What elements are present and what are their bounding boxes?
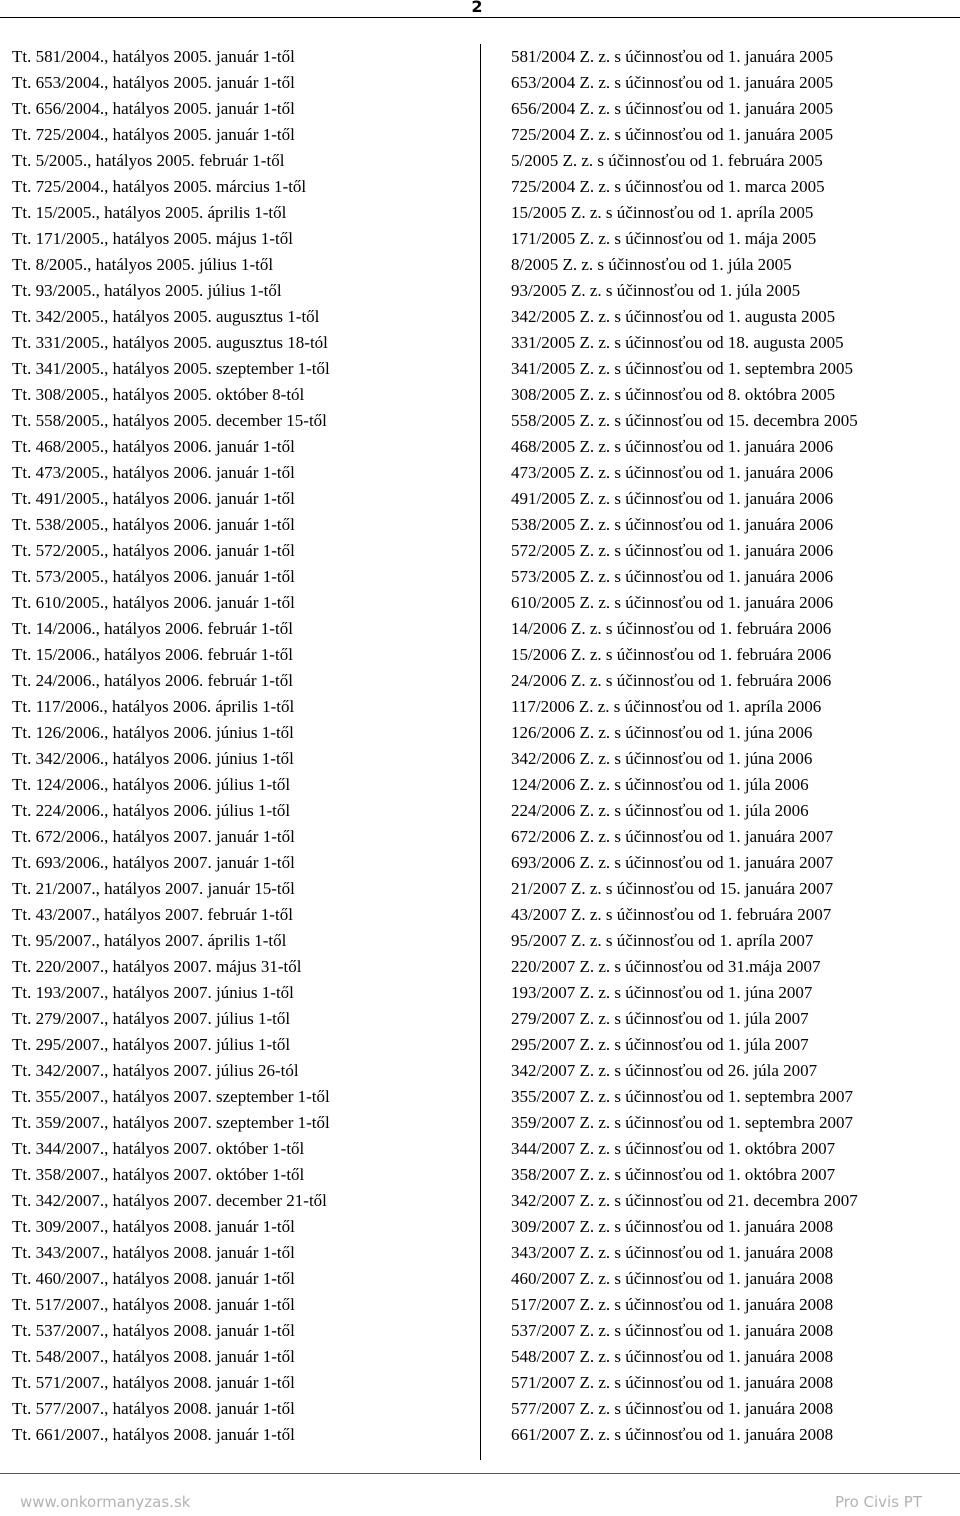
law-entry-hungarian: Tt. 725/2004., hatályos 2005. március 1-től bbox=[12, 177, 307, 196]
law-entry-hungarian: Tt. 693/2006., hatályos 2007. január 1-től bbox=[12, 853, 295, 872]
law-entry-slovak: 344/2007 Z. z. s účinnosťou od 1. októbra 2007 bbox=[511, 1139, 836, 1158]
law-entry-slovak: 24/2006 Z. z. s účinnosťou od 1. februára 2006 bbox=[511, 671, 832, 690]
law-entry-hungarian: Tt. 193/2007., hatályos 2007. június 1-től bbox=[12, 983, 294, 1002]
law-entry-hungarian: Tt. 359/2007., hatályos 2007. szeptember 1-től bbox=[12, 1113, 330, 1132]
law-entry-hungarian: Tt. 93/2005., hatályos 2005. július 1-től bbox=[12, 281, 282, 300]
law-entry-hungarian: Tt. 220/2007., hatályos 2007. május 31-től bbox=[12, 957, 302, 976]
law-entry-hungarian: Tt. 358/2007., hatályos 2007. október 1-től bbox=[12, 1165, 305, 1184]
law-entry-hungarian: Tt. 24/2006., hatályos 2006. február 1-től bbox=[12, 671, 293, 690]
law-entry-hungarian: Tt. 342/2007., hatályos 2007. július 26-tól bbox=[12, 1061, 299, 1080]
law-entry-hungarian: Tt. 672/2006., hatályos 2007. január 1-től bbox=[12, 827, 295, 846]
law-entry-slovak: 693/2006 Z. z. s účinnosťou od 1. januára 2007 bbox=[511, 853, 834, 872]
law-entry-hungarian: Tt. 548/2007., hatályos 2008. január 1-től bbox=[12, 1347, 295, 1366]
law-entry-slovak: 279/2007 Z. z. s účinnosťou od 1. júla 2007 bbox=[511, 1009, 809, 1028]
law-entry-hungarian: Tt. 342/2005., hatályos 2005. augusztus 1-től bbox=[12, 307, 320, 326]
law-entry-hungarian: Tt. 558/2005., hatályos 2005. december 15-től bbox=[12, 411, 327, 430]
law-entry-hungarian: Tt. 656/2004., hatályos 2005. január 1-től bbox=[12, 99, 295, 118]
law-entry-hungarian: Tt. 341/2005., hatályos 2005. szeptember 1-től bbox=[12, 359, 330, 378]
law-entry-hungarian: Tt. 573/2005., hatályos 2006. január 1-től bbox=[12, 567, 295, 586]
law-entry-slovak: 548/2007 Z. z. s účinnosťou od 1. januára 2008 bbox=[511, 1347, 834, 1366]
law-entry-slovak: 473/2005 Z. z. s účinnosťou od 1. januára 2006 bbox=[511, 463, 834, 482]
law-entry-slovak: 573/2005 Z. z. s účinnosťou od 1. januára 2006 bbox=[511, 567, 834, 586]
law-entry-slovak: 343/2007 Z. z. s účinnosťou od 1. januára 2008 bbox=[511, 1243, 834, 1262]
law-entry-slovak: 517/2007 Z. z. s účinnosťou od 1. januára 2008 bbox=[511, 1295, 834, 1314]
law-entry-slovak: 117/2006 Z. z. s účinnosťou od 1. apríla 2006 bbox=[511, 697, 822, 716]
law-entry-hungarian: Tt. 224/2006., hatályos 2006. július 1-től bbox=[12, 801, 291, 820]
law-entry-hungarian: Tt. 279/2007., hatályos 2007. július 1-től bbox=[12, 1009, 291, 1028]
law-entry-hungarian: Tt. 581/2004., hatályos 2005. január 1-től bbox=[12, 47, 295, 66]
law-entry-hungarian: Tt. 309/2007., hatályos 2008. január 1-től bbox=[12, 1217, 295, 1236]
law-entry-hungarian: Tt. 538/2005., hatályos 2006. január 1-től bbox=[12, 515, 295, 534]
law-entry-slovak: 725/2004 Z. z. s účinnosťou od 1. januára 2005 bbox=[511, 125, 834, 144]
law-entry-slovak: 21/2007 Z. z. s účinnosťou od 15. januára 2007 bbox=[511, 879, 834, 898]
law-entry-hungarian: Tt. 517/2007., hatályos 2008. január 1-től bbox=[12, 1295, 295, 1314]
law-entry-slovak: 124/2006 Z. z. s účinnosťou od 1. júla 2006 bbox=[511, 775, 809, 794]
law-entry-hungarian: Tt. 124/2006., hatályos 2006. július 1-től bbox=[12, 775, 291, 794]
law-entry-hungarian: Tt. 468/2005., hatályos 2006. január 1-től bbox=[12, 437, 295, 456]
law-entry-hungarian: Tt. 537/2007., hatályos 2008. január 1-től bbox=[12, 1321, 295, 1340]
slovak-column bbox=[480, 44, 960, 1460]
hungarian-column bbox=[0, 44, 478, 1460]
law-entry-hungarian: Tt. 661/2007., hatályos 2008. január 1-től bbox=[12, 1425, 295, 1444]
law-entry-hungarian: Tt. 344/2007., hatályos 2007. október 1-től bbox=[12, 1139, 305, 1158]
law-entry-slovak: 342/2005 Z. z. s účinnosťou od 1. augusta 2005 bbox=[511, 307, 836, 326]
law-entry-slovak: 468/2005 Z. z. s účinnosťou od 1. januára 2006 bbox=[511, 437, 834, 456]
law-entry-slovak: 572/2005 Z. z. s účinnosťou od 1. januára 2006 bbox=[511, 541, 834, 560]
law-entry-slovak: 538/2005 Z. z. s účinnosťou od 1. januára 2006 bbox=[511, 515, 834, 534]
law-entry-slovak: 581/2004 Z. z. s účinnosťou od 1. januára 2005 bbox=[511, 47, 834, 66]
law-entry-slovak: 220/2007 Z. z. s účinnosťou od 31.mája 2007 bbox=[511, 957, 821, 976]
law-entry-hungarian: Tt. 126/2006., hatályos 2006. június 1-től bbox=[12, 723, 294, 742]
law-entry-slovak: 95/2007 Z. z. s účinnosťou od 1. apríla 2007 bbox=[511, 931, 814, 950]
law-entry-hungarian: Tt. 117/2006., hatályos 2006. április 1-től bbox=[12, 697, 295, 716]
law-entry-hungarian: Tt. 171/2005., hatályos 2005. május 1-től bbox=[12, 229, 293, 248]
law-entry-hungarian: Tt. 5/2005., hatályos 2005. február 1-től bbox=[12, 151, 285, 170]
law-entry-slovak: 342/2006 Z. z. s účinnosťou od 1. júna 2006 bbox=[511, 749, 813, 768]
law-entry-slovak: 558/2005 Z. z. s účinnosťou od 15. decembra 2005 bbox=[511, 411, 858, 430]
law-entry-slovak: 14/2006 Z. z. s účinnosťou od 1. februára 2006 bbox=[511, 619, 832, 638]
law-entry-slovak: 15/2006 Z. z. s účinnosťou od 1. februára 2006 bbox=[511, 645, 832, 664]
law-entry-hungarian: Tt. 571/2007., hatályos 2008. január 1-től bbox=[12, 1373, 295, 1392]
law-entry-hungarian: Tt. 15/2005., hatályos 2005. április 1-től bbox=[12, 203, 287, 222]
law-entry-slovak: 224/2006 Z. z. s účinnosťou od 1. júla 2006 bbox=[511, 801, 809, 820]
law-entry-hungarian: Tt. 295/2007., hatályos 2007. július 1-től bbox=[12, 1035, 291, 1054]
law-entry-hungarian: Tt. 95/2007., hatályos 2007. április 1-től bbox=[12, 931, 287, 950]
law-entry-hungarian: Tt. 725/2004., hatályos 2005. január 1-től bbox=[12, 125, 295, 144]
law-entry-slovak: 341/2005 Z. z. s účinnosťou od 1. septembra 2005 bbox=[511, 359, 854, 378]
law-entry-hungarian: Tt. 331/2005., hatályos 2005. augusztus 18-tól bbox=[12, 333, 328, 352]
law-entry-slovak: 653/2004 Z. z. s účinnosťou od 1. januára 2005 bbox=[511, 73, 834, 92]
law-entry-hungarian: Tt. 460/2007., hatályos 2008. január 1-től bbox=[12, 1269, 295, 1288]
law-entry-slovak: 171/2005 Z. z. s účinnosťou od 1. mája 2005 bbox=[511, 229, 817, 248]
law-entry-hungarian: Tt. 342/2006., hatályos 2006. június 1-től bbox=[12, 749, 294, 768]
law-entry-slovak: 8/2005 Z. z. s účinnosťou od 1. júla 2005 bbox=[511, 255, 792, 274]
law-entry-slovak: 355/2007 Z. z. s účinnosťou od 1. septembra 2007 bbox=[511, 1087, 854, 1106]
law-entry-slovak: 725/2004 Z. z. s účinnosťou od 1. marca 2005 bbox=[511, 177, 825, 196]
law-entry-slovak: 342/2007 Z. z. s účinnosťou od 26. júla 2007 bbox=[511, 1061, 818, 1080]
law-entry-slovak: 295/2007 Z. z. s účinnosťou od 1. júla 2007 bbox=[511, 1035, 809, 1054]
law-entry-hungarian: Tt. 577/2007., hatályos 2008. január 1-től bbox=[12, 1399, 295, 1418]
law-entry-slovak: 359/2007 Z. z. s účinnosťou od 1. septembra 2007 bbox=[511, 1113, 854, 1132]
law-entry-hungarian: Tt. 653/2004., hatályos 2005. január 1-től bbox=[12, 73, 295, 92]
law-entry-hungarian: Tt. 355/2007., hatályos 2007. szeptember 1-től bbox=[12, 1087, 330, 1106]
law-entry-hungarian: Tt. 43/2007., hatályos 2007. február 1-től bbox=[12, 905, 293, 924]
law-entry-slovak: 5/2005 Z. z. s účinnosťou od 1. februára 2005 bbox=[511, 151, 823, 170]
footer-divider bbox=[0, 1473, 960, 1474]
law-entry-slovak: 460/2007 Z. z. s účinnosťou od 1. januára 2008 bbox=[511, 1269, 834, 1288]
law-entry-slovak: 661/2007 Z. z. s účinnosťou od 1. januára 2008 bbox=[511, 1425, 834, 1444]
law-entry-slovak: 93/2005 Z. z. s účinnosťou od 1. júla 2005 bbox=[511, 281, 801, 300]
law-entry-slovak: 672/2006 Z. z. s účinnosťou od 1. januára 2007 bbox=[511, 827, 834, 846]
law-entry-slovak: 571/2007 Z. z. s účinnosťou od 1. januára 2008 bbox=[511, 1373, 834, 1392]
law-entry-slovak: 537/2007 Z. z. s účinnosťou od 1. januára 2008 bbox=[511, 1321, 834, 1340]
page-number-text: 2 bbox=[471, 0, 483, 16]
law-entry-slovak: 126/2006 Z. z. s účinnosťou od 1. júna 2006 bbox=[511, 723, 813, 742]
law-entry-slovak: 577/2007 Z. z. s účinnosťou od 1. januára 2008 bbox=[511, 1399, 834, 1418]
footer-publisher: Pro Civis PT bbox=[834, 1493, 922, 1511]
law-entry-slovak: 331/2005 Z. z. s účinnosťou od 18. augusta 2005 bbox=[511, 333, 844, 352]
law-entry-slovak: 193/2007 Z. z. s účinnosťou od 1. júna 2007 bbox=[511, 983, 813, 1002]
page-number bbox=[0, 0, 960, 18]
law-entry-hungarian: Tt. 308/2005., hatályos 2005. október 8-tól bbox=[12, 385, 305, 404]
law-entry-slovak: 656/2004 Z. z. s účinnosťou od 1. januára 2005 bbox=[511, 99, 834, 118]
law-entry-hungarian: Tt. 491/2005., hatályos 2006. január 1-től bbox=[12, 489, 295, 508]
law-entry-slovak: 358/2007 Z. z. s účinnosťou od 1. októbra 2007 bbox=[511, 1165, 836, 1184]
law-entry-hungarian: Tt. 473/2005., hatályos 2006. január 1-től bbox=[12, 463, 295, 482]
law-entry-hungarian: Tt. 8/2005., hatályos 2005. július 1-től bbox=[12, 255, 274, 274]
law-entry-slovak: 15/2005 Z. z. s účinnosťou od 1. apríla 2005 bbox=[511, 203, 814, 222]
law-entry-slovak: 342/2007 Z. z. s účinnosťou od 21. decembra 2007 bbox=[511, 1191, 858, 1210]
law-entry-hungarian: Tt. 342/2007., hatályos 2007. december 21-től bbox=[12, 1191, 327, 1210]
footer-website: www.onkormanyzas.sk bbox=[20, 1493, 191, 1511]
law-entry-hungarian: Tt. 21/2007., hatályos 2007. január 15-től bbox=[12, 879, 295, 898]
law-entry-slovak: 308/2005 Z. z. s účinnosťou od 8. októbra 2005 bbox=[511, 385, 836, 404]
law-entry-hungarian: Tt. 15/2006., hatályos 2006. február 1-től bbox=[12, 645, 293, 664]
law-entry-hungarian: Tt. 572/2005., hatályos 2006. január 1-től bbox=[12, 541, 295, 560]
law-entry-slovak: 309/2007 Z. z. s účinnosťou od 1. januára 2008 bbox=[511, 1217, 834, 1236]
law-entry-hungarian: Tt. 610/2005., hatályos 2006. január 1-től bbox=[12, 593, 295, 612]
law-entry-slovak: 43/2007 Z. z. s účinnosťou od 1. februára 2007 bbox=[511, 905, 832, 924]
law-entry-slovak: 610/2005 Z. z. s účinnosťou od 1. januára 2006 bbox=[511, 593, 834, 612]
law-entry-hungarian: Tt. 14/2006., hatályos 2006. február 1-től bbox=[12, 619, 293, 638]
law-entry-slovak: 491/2005 Z. z. s účinnosťou od 1. januára 2006 bbox=[511, 489, 834, 508]
law-entry-hungarian: Tt. 343/2007., hatályos 2008. január 1-től bbox=[12, 1243, 295, 1262]
